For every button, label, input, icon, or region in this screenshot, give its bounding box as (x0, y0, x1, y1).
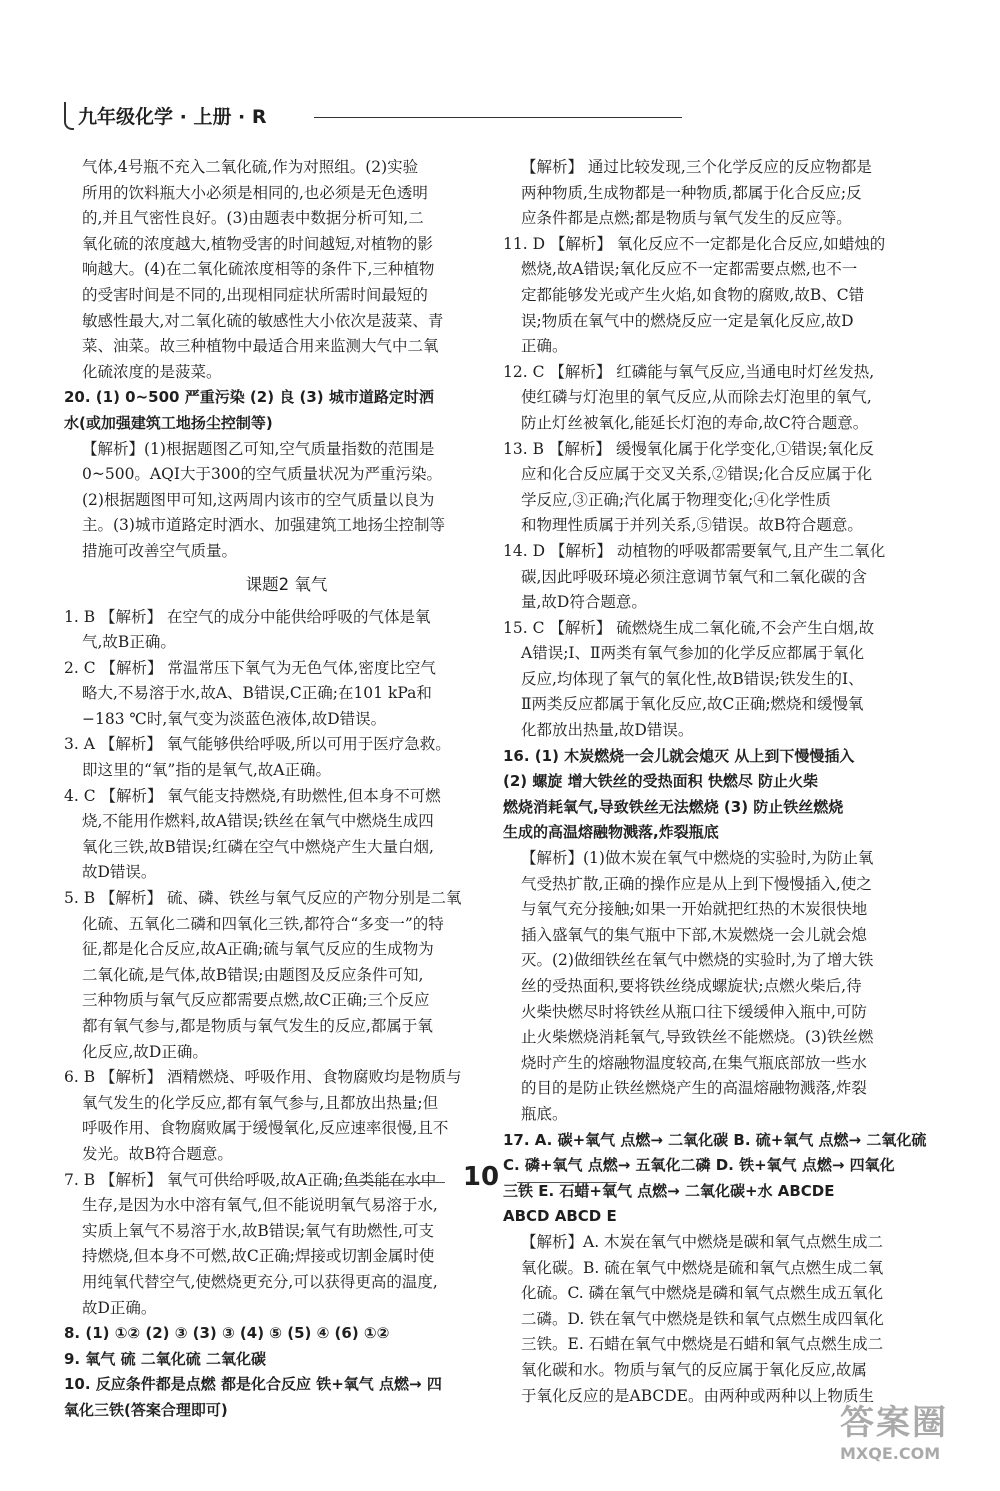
text-line: 三种物质与氧气反应都需要点燃,故C正确;三个反应 (82, 991, 430, 1010)
text-line: 化硫。C. 磷在氧气中燃烧是磷和氧气点燃生成五氧化 (521, 1284, 884, 1303)
text-line: 3. A 【解析】 氧气能够供给呼吸,所以可用于医疗急救。 (64, 735, 451, 754)
text-line: 化都放出热量,故D错误。 (521, 721, 694, 740)
text-line: 化硫、五氧化二磷和四氧化三铁,都符合“多变一”的特 (82, 914, 444, 933)
text-line: 生成的高温熔融物溅落,炸裂瓶底 (503, 823, 719, 842)
text-line: 三铁 E. 石蜡+氧气 点燃→ 二氧化碳+水 ABCDE (503, 1181, 835, 1200)
text-line: 8. (1) ①② (2) ③ (3) ③ (4) ⑤ (5) ④ (6) ①② (64, 1324, 390, 1343)
text-line: 燃烧,故A错误;氧化反应不一定都需要点燃,也不一 (521, 260, 858, 279)
section-heading: 课题2 氧气 (245, 574, 328, 594)
text-line: 学反应,③正确;汽化属于物理变化;④化学性质 (521, 490, 831, 509)
text-line: (2)根据题图甲可知,这两周内该市的空气质量以良为 (82, 490, 435, 509)
text-line: 主。(3)城市道路定时洒水、加强建筑工地扬尘控制等 (82, 516, 445, 535)
text-line: 止火柴燃烧消耗氧气,导致铁丝不能燃烧。(3)铁丝燃 (521, 1028, 874, 1047)
text-line: 16. (1) 木炭燃烧一会儿就会熄灭 从上到下慢慢插入 (503, 746, 855, 765)
text-line: 于氧化反应的是ABCDE。由两种或两种以上物质生 (521, 1386, 874, 1405)
text-line: 误;物质在氧气中的燃烧反应一定是氧化反应,故D (521, 311, 854, 330)
text-line: 生存,是因为水中溶有氧气,但不能说明氧气易溶于水, (82, 1196, 438, 1215)
text-line: Ⅱ两类反应都属于氧化反应,故C正确;燃烧和缓慢氧 (521, 695, 864, 714)
text-line: 17. A. 碳+氧气 点燃→ 二氧化碳 B. 硫+氧气 点燃→ 二氧化硫 (503, 1130, 927, 1149)
text-line: 化反应,故D正确。 (82, 1042, 208, 1061)
text-line: 响越大。(4)在二氧化硫浓度相等的条件下,三种植物 (82, 260, 435, 279)
text-line: A错误;Ⅰ、Ⅱ两类有氧气参加的化学反应都属于氧化 (521, 644, 865, 663)
page-header (64, 100, 624, 134)
text-line: 实质上氧气不易溶于水,故B错误;氧气有助燃性,可支 (82, 1221, 434, 1240)
text-line: 燃烧消耗氧气,导致铁丝无法燃烧 (3) 防止铁丝燃烧 (503, 797, 844, 816)
text-line: 2. C 【解析】 常温常压下氧气为无色气体,密度比空气 (64, 658, 436, 677)
text-line: 故D正确。 (82, 1298, 157, 1317)
text-line: 0~500。AQI大于300的空气质量状况为严重污染。 (82, 465, 443, 484)
header-title: 九年级化学 · 上册 · R (78, 106, 267, 128)
text-line: 菜、油菜。故三种植物中最适合用来监测大气中二氧 (82, 337, 439, 356)
text-line: 敏感性最大,对二氧化硫的敏感性大小依次是菠菜、青 (82, 311, 444, 330)
text-line: 水(或加强建筑工地扬尘控制等) (64, 413, 273, 432)
text-line: 15. C 【解析】 硫燃烧生成二氧化硫,不会产生白烟,故 (503, 618, 875, 637)
text-line: 防止灯丝被氧化,能延长灯泡的寿命,故C符合题意。 (521, 413, 869, 432)
text-line: 氧化三铁,故B错误;红磷在空气中燃烧产生大量白烟, (82, 837, 434, 856)
text-line: 12. C 【解析】 红磷能与氧气反应,当通电时灯丝发热, (503, 362, 875, 381)
text-line: 发光。故B符合题意。 (82, 1144, 233, 1163)
right-column (503, 155, 948, 1409)
text-line: 与氧气充分接触;如果一开始就把红热的木炭很快地 (521, 900, 868, 919)
text-line: 两种物质,生成物都是一种物质,都属于化合反应;反 (521, 183, 862, 202)
text-line: 丝的受热面积,要将铁丝绕成螺旋状;点燃火柴后,待 (521, 977, 862, 995)
text-line: 11. D 【解析】 氧化反应不一定都是化合反应,如蜡烛的 (503, 234, 886, 253)
text-line: 措施可改善空气质量。 (82, 541, 238, 560)
text-line: 和物理性质属于并列关系,⑤错误。故B符合题意。 (521, 516, 863, 535)
text-line: 气体,4号瓶不充入二氧化硫,作为对照组。(2)实验 (82, 158, 419, 176)
text-line: 碳,因此呼吸环境必须注意调节氧气和二氧化碳的含 (521, 567, 867, 586)
text-line: 13. B 【解析】 缓慢氧化属于化学变化,①错误;氧化反 (503, 439, 874, 458)
footer-rule-left (345, 1182, 445, 1183)
text-line: 【解析】(1)根据题图乙可知,空气质量指数的范围是 (82, 439, 435, 458)
text-line: 氧化碳。B. 硫在氧气中燃烧是硫和氧气点燃生成二氧 (521, 1258, 884, 1277)
text-line: 正确。 (521, 337, 568, 356)
text-line: 略大,不易溶于水,故A、B错误,C正确;在101 kPa和 (82, 684, 432, 703)
text-line: 氧化硫的浓度越大,植物受害的时间越短,对植物的影 (82, 234, 433, 253)
text-line: 应和化合反应属于交叉关系,②错误;化合反应属于化 (521, 465, 873, 484)
text-line: 【解析】 通过比较发现,三个化学反应的反应物都是 (521, 158, 872, 176)
header-bracket (64, 102, 74, 130)
text-line: 烧时产生的熔融物温度较高,在集气瓶底部放一些水 (521, 1053, 867, 1072)
text-line: 【解析】(1)做木炭在氧气中燃烧的实验时,为防止氧 (521, 849, 874, 868)
text-line: 灭。(2)做细铁丝在氧气中燃烧的实验时,为了增大铁 (521, 951, 874, 970)
left-column (64, 155, 509, 1424)
text-line: 气受热扩散,正确的操作应是从上到下慢慢插入,使之 (521, 874, 872, 893)
text-line: 20. (1) 0~500 严重污染 (2) 良 (3) 城市道路定时洒 (64, 388, 434, 407)
page-footer (345, 1162, 645, 1202)
text-line: 的受害时间是不同的,出现相同症状所需时间最短的 (82, 285, 428, 304)
text-line: C. 磷+氧气 点燃→ 五氧化二磷 D. 铁+氧气 点燃→ 四氧化 (503, 1156, 895, 1175)
text-line: 应条件都是点燃;都是物质与氧气发生的反应等。 (521, 209, 852, 228)
text-line: 用纯氧代替空气,使燃烧更充分,可以获得更高的温度, (82, 1272, 438, 1291)
text-line: 瓶底。 (521, 1104, 568, 1123)
text-line: 征,都是化合反应,故A正确;硫与氧气反应的生成物为 (82, 940, 434, 959)
text-line: 二氧化硫,是气体,故B错误;由题图及反应条件可知, (82, 965, 424, 984)
text-line: 气,故B正确。 (82, 633, 176, 652)
text-line: 反应,均体现了氧气的氧化性,故B错误;铁发生的Ⅰ、 (521, 669, 864, 688)
text-line: 使红磷与灯泡里的氧气反应,从而除去灯泡里的氧气, (521, 388, 872, 407)
text-line: 烧,不能用作燃料,故A错误;铁丝在氧气中燃烧生成四 (82, 812, 434, 831)
text-line: 5. B 【解析】 硫、磷、铁丝与氧气反应的产物分别是二氧 (64, 889, 462, 908)
text-line: 即这里的“氧”指的是氧气,故A正确。 (82, 761, 331, 780)
text-line: 1. B 【解析】 在空气的成分中能供给呼吸的气体是氧 (64, 607, 431, 626)
text-line: 故D错误。 (82, 863, 157, 882)
text-line: 的目的是防止铁丝燃烧产生的高温熔融物溅落,炸裂 (521, 1079, 867, 1098)
text-line: 6. B 【解析】 酒精燃烧、呼吸作用、食物腐败均是物质与 (64, 1068, 462, 1087)
text-line: 化硫浓度的是菠菜。 (82, 362, 222, 381)
text-line: 14. D 【解析】 动植物的呼吸都需要氧气,且产生二氧化 (503, 541, 886, 560)
footer-rule-right (517, 1182, 617, 1183)
text-line: 7. B 【解析】 氧气可供给呼吸,故A正确;鱼类能在水中 (64, 1170, 437, 1189)
text-line: 火柴快燃尽时将铁丝从瓶口往下缓缓伸入瓶中,可防 (521, 1002, 867, 1021)
text-line: 二磷。D. 铁在氧气中燃烧是铁和氧气点燃生成四氧化 (521, 1309, 884, 1328)
header-rule (314, 117, 682, 118)
watermark-logo (840, 1395, 990, 1485)
text-line: 持燃烧,但本身不可燃,故C正确;焊接或切割金属时使 (82, 1247, 435, 1266)
text-line: 4. C 【解析】 氧气能支持燃烧,有助燃性,但本身不可燃 (64, 786, 441, 805)
text-line: (2) 螺旋 增大铁丝的受热面积 快燃尽 防止火柴 (503, 772, 819, 791)
text-line: ABCD ABCD E (503, 1207, 617, 1226)
page-number: 10 (462, 1162, 500, 1192)
text-line: 定都能够发光或产生火焰,如食物的腐败,故B、C错 (521, 285, 865, 304)
text-line: 三铁。E. 石蜡在氧气中燃烧是石蜡和氧气点燃生成二 (521, 1335, 884, 1354)
text-line: 所用的饮料瓶大小必须是相同的,也必须是无色透明 (82, 183, 428, 202)
text-line: 10. 反应条件都是点燃 都是化合反应 铁+氧气 点燃→ 四 (64, 1375, 442, 1394)
watermark-url: MXQE.COM (840, 1444, 941, 1463)
text-line: 都有氧气参与,都是物质与氧气发生的反应,都属于氧 (82, 1017, 433, 1035)
text-line: −183 ℃时,氧气变为淡蓝色液体,故D错误。 (82, 709, 387, 728)
text-line: 氧化碳和水。物质与氧气的反应属于氧化反应,故属 (521, 1360, 867, 1379)
text-line: 9. 氧气 硫 二氧化硫 二氧化碳 (64, 1349, 267, 1368)
text-line: 氧化三铁(答案合理即可) (64, 1400, 228, 1419)
text-line: 【解析】A. 木炭在氧气中燃烧是碳和氧气点燃生成二 (521, 1232, 884, 1251)
text-line: 插入盛氧气的集气瓶中下部,木炭燃烧一会儿就会熄 (521, 925, 867, 944)
watermark-text: 答案圈 (840, 1403, 948, 1443)
text-line: 氧气发生的化学反应,都有氧气参与,且都放出热量;但 (82, 1093, 439, 1112)
text-line: 量,故D符合题意。 (521, 593, 647, 612)
text-line: 呼吸作用、食物腐败属于缓慢氧化,反应速率很慢,且不 (82, 1119, 449, 1138)
text-line: 的,并且气密性良好。(3)由题表中数据分析可知,二 (82, 209, 424, 228)
